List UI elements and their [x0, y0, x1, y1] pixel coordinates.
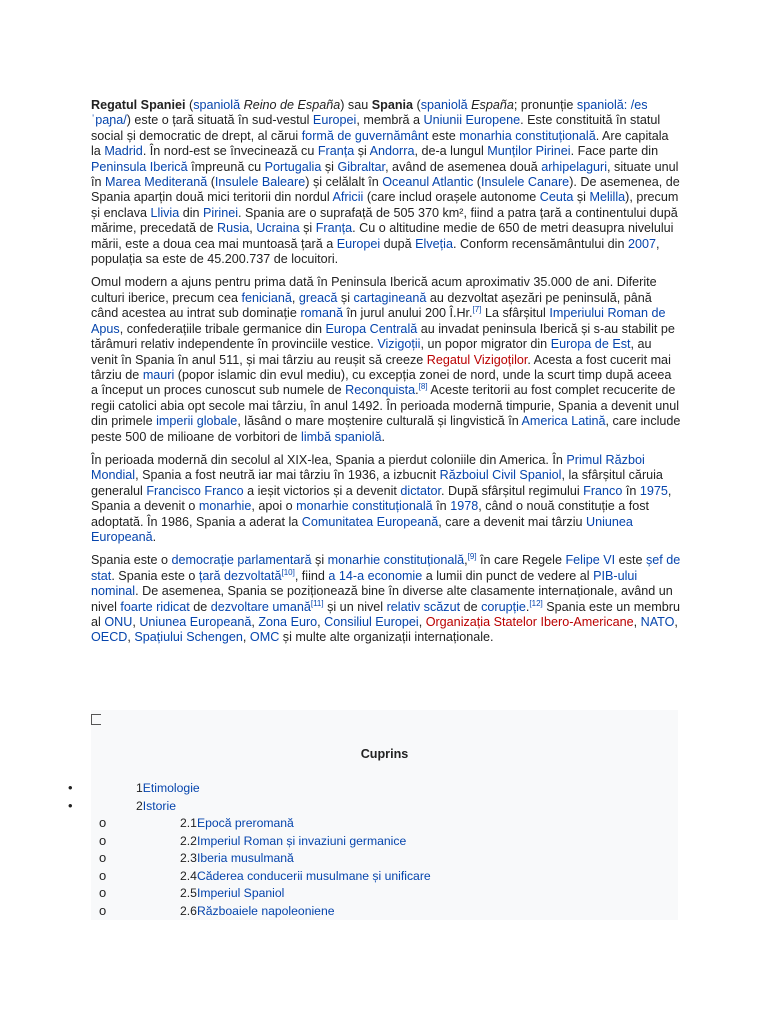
text-run: La sfârșitul	[481, 306, 550, 321]
text-run: ,	[464, 553, 468, 568]
text-run: , apoi o	[251, 499, 297, 514]
wiki-link[interactable]: Franco	[583, 483, 623, 498]
wiki-link[interactable]: spaniolă	[193, 98, 241, 112]
text-run: și	[311, 553, 328, 568]
text-run: . Are capitala la	[91, 128, 669, 159]
italic-term: España	[471, 98, 514, 112]
wiki-link[interactable]: Francisco Franco	[146, 483, 244, 498]
toc-link[interactable]: Epocă preromană	[196, 816, 294, 830]
wiki-link[interactable]: Ceuta	[539, 190, 574, 205]
text-run: în	[622, 483, 640, 498]
text-run: și multe alte organizații internaționale.	[279, 630, 494, 645]
wiki-link[interactable]: Reconquista	[345, 383, 416, 398]
wiki-link[interactable]: dezvoltare umană	[210, 599, 311, 614]
wiki-link[interactable]: Europa Centrală	[325, 321, 418, 336]
wiki-link[interactable]: Elveția	[415, 236, 453, 251]
wiki-link[interactable]: feniciană	[241, 290, 292, 305]
text-run: .	[525, 599, 530, 614]
wiki-link[interactable]: Rusia	[217, 221, 250, 236]
toc-bullet: o	[99, 850, 107, 865]
wiki-link[interactable]: Madrid	[104, 144, 143, 159]
wiki-link[interactable]: relativ scăzut	[386, 599, 461, 614]
citation-link[interactable]: [11]	[310, 598, 324, 608]
paragraph-politics	[91, 553, 681, 645]
wiki-link[interactable]: monarhie constituțională	[327, 553, 465, 568]
wiki-link[interactable]: șef de stat	[91, 553, 681, 583]
wiki-link[interactable]: romană	[300, 306, 344, 321]
citation	[529, 598, 542, 607]
text-run: , având de asemenea două	[385, 159, 542, 174]
wiki-link[interactable]: 2007	[627, 236, 656, 251]
text-run: , membră a	[356, 113, 424, 128]
text-run: și	[321, 159, 338, 174]
wiki-link[interactable]: Gibraltar	[337, 159, 386, 174]
text-run: ,	[251, 615, 259, 629]
text-run: În perioada modernă din secolul al XIX-lea, Spania a pierdut coloniile din America. În	[91, 452, 567, 467]
wiki-link[interactable]: Războiul Civil Spaniol	[439, 468, 562, 483]
text-run: , au venit în Spania în anul 511, și mai târziu au reușit să creeze	[91, 337, 652, 367]
wiki-link[interactable]: Comunitatea Europeană	[301, 514, 439, 529]
wiki-link[interactable]: mauri	[142, 367, 175, 382]
toc-bullet: o	[99, 832, 107, 848]
wiki-link[interactable]: America Latină	[521, 414, 606, 429]
citation-link[interactable]: [8]	[418, 382, 428, 392]
wiki-link[interactable]: monarhie	[198, 499, 252, 514]
toc-number: 2.3	[180, 851, 197, 865]
text-run: . Este constituită în statul social și democratic de drept, al cărui	[91, 113, 661, 143]
toc-bullet: •	[68, 780, 73, 795]
wiki-link[interactable]: corupție	[481, 599, 526, 614]
wiki-link[interactable]: spaniolă	[420, 98, 468, 112]
wiki-link[interactable]: a 14-a economie	[328, 568, 423, 583]
toc-link[interactable]: Imperiul Spaniol	[196, 886, 285, 900]
text-run: împreună cu	[187, 159, 265, 174]
citation	[311, 598, 324, 607]
text-run: este	[615, 553, 646, 568]
paragraph-history	[91, 275, 681, 444]
text-run: și	[573, 190, 590, 205]
wiki-link[interactable]: Africii	[332, 190, 364, 205]
text-run: , lăsând o mare moștenire culturală și lingvistică în	[237, 414, 522, 429]
bold-term: Spania	[371, 98, 414, 112]
wiki-link[interactable]: monarhia constituțională	[459, 128, 596, 143]
wiki-link[interactable]: Primul Război Mondial	[91, 452, 645, 483]
text-run: . De asemenea, Spania se poziționează bine în diverse alte clasamente internaționale, având un nivel	[91, 584, 673, 614]
text-run: (	[185, 98, 194, 112]
text-run: . Conform recensământului din	[452, 236, 628, 251]
text-run: din	[179, 205, 204, 220]
wiki-link[interactable]: arhipelaguri	[541, 159, 608, 174]
italic-term: Reino de España	[243, 98, 341, 112]
text-run: de	[189, 599, 211, 614]
text-run: (popor islamic din evul mediu), cu excepția zonei de nord, unde la scurt timp după aceea a început un proces cunoscut sub numele de	[91, 367, 672, 398]
wiki-link[interactable]: Llivia	[150, 205, 180, 220]
text-run: în	[432, 499, 451, 514]
wiki-link[interactable]: PIB-ului nominal	[91, 568, 638, 599]
text-run: în care Regele	[476, 553, 566, 568]
text-run: . Acesta a fost cucerit mai târziu de	[91, 352, 671, 382]
wiki-link[interactable]: țară dezvoltată	[198, 568, 282, 583]
toc-bullet: o	[99, 885, 107, 900]
text-run: . În nord-est se învecinează cu	[142, 144, 318, 159]
text-run: ,	[418, 615, 426, 629]
text-run: ) este o țară situată în sud-vestul	[126, 113, 313, 128]
article-body	[91, 98, 681, 654]
toc-number: 1	[136, 781, 143, 795]
toc-toggle-checkbox[interactable]	[91, 714, 101, 725]
wiki-link[interactable]: formă de guvernământ	[301, 128, 429, 143]
text-run: au dezvoltat așezări pe peninsulă, până când acestea au intrat sub dominație	[91, 290, 652, 321]
citation	[281, 568, 294, 577]
wiki-link[interactable]: Marea Mediterană	[105, 175, 208, 190]
wiki-link[interactable]: Insulele Baleare	[214, 175, 306, 190]
toc-number: 2	[136, 798, 143, 813]
citation	[468, 552, 477, 561]
wiki-link[interactable]: democrație parlamentară	[171, 553, 312, 568]
text-run: în jurul anului 200 Î.Hr.	[343, 306, 473, 321]
text-run: Spania este un membru al	[91, 599, 680, 629]
wiki-link[interactable]: 1978	[450, 499, 479, 514]
text-run: ,	[127, 630, 135, 645]
text-run: a ieșit victorios și a devenit	[243, 483, 401, 498]
text-run: Spania este o	[91, 553, 172, 568]
wiki-link[interactable]: OMC	[249, 630, 280, 645]
wiki-link[interactable]: Oceanul Atlantic	[382, 175, 474, 190]
text-run: . Face parte din	[570, 144, 659, 159]
text-run: ), precum și enclava	[91, 190, 679, 220]
wiki-link[interactable]: Uniunea Europeană	[91, 514, 633, 544]
toc-title: Cuprins	[360, 747, 409, 761]
toc-link[interactable]: Războaiele napoleoniene	[196, 903, 335, 918]
wiki-link[interactable]: Vizigoții	[377, 337, 421, 352]
wiki-link[interactable]: foarte ridicat	[120, 599, 190, 614]
wiki-link[interactable]: imperii globale	[156, 414, 238, 429]
text-run: , care include peste 500 de milioane de vorbitori de	[91, 414, 681, 444]
text-run: și	[299, 221, 316, 236]
text-run: de	[460, 599, 482, 614]
text-run: , de-a lungul	[414, 144, 488, 159]
wiki-link[interactable]: NATO	[640, 615, 675, 629]
wiki-link[interactable]: Imperiului Roman de Apus	[91, 306, 666, 336]
text-run: (	[207, 175, 215, 190]
text-run: ; pronunție	[513, 98, 577, 112]
text-run: (care includ orașele autonome	[363, 190, 540, 205]
text-run: .	[415, 383, 419, 398]
text-run: . Spania are o suprafață de 505 370 km², fiind a patra țară a continentului după mărime, precedată de	[91, 205, 678, 236]
text-run: (	[413, 98, 421, 112]
toc-item[interactable]	[180, 834, 406, 849]
text-run: , Spania a devenit o	[91, 483, 672, 514]
toc-item[interactable]	[180, 851, 294, 866]
wiki-link[interactable]: Munților Pirinei	[487, 144, 571, 159]
text-run: ) sau	[340, 98, 372, 112]
toc-number: 2.2	[180, 833, 197, 848]
text-run: , situate unul în	[91, 159, 679, 190]
text-run: ,	[674, 615, 678, 629]
wiki-link[interactable]: Uniunii Europene	[423, 113, 521, 128]
text-run: , populația sa este de 45.200.737 de locuitori.	[91, 236, 660, 267]
text-run: .	[381, 429, 386, 444]
bold-term: Regatul Spaniei	[91, 98, 186, 112]
toc-bullet: •	[68, 797, 73, 813]
paragraph-modern	[91, 453, 681, 545]
text-run: , Spania a fost neutră iar mai târziu în 1936, a izbucnit	[135, 468, 440, 483]
text-run: . După sfârșitul regimului	[441, 483, 584, 498]
paragraph-intro	[91, 98, 681, 267]
text-run: , confederațiile tribale germanice din	[119, 321, 326, 336]
toc-item[interactable]	[136, 799, 176, 814]
text-run: Aceste teritorii au fost complet recucerite de regii catolici abia opt secole mai târziu, în anul 1492. În perioada modernă timpurie, Spania a devenit unul din primele	[91, 383, 680, 429]
text-run: ,	[249, 221, 257, 236]
text-run: ) și celălalt în	[305, 175, 383, 190]
wiki-link[interactable]: Europei	[312, 113, 357, 128]
wiki-link[interactable]: greacă	[298, 290, 338, 305]
text-run: ). De asemenea, de Spania aparțin două mici teritorii din nordul	[91, 175, 680, 205]
wiki-link[interactable]: Melilla	[589, 190, 626, 205]
wiki-link[interactable]: 1975	[639, 483, 668, 498]
wiki-link[interactable]: Pirinei	[203, 205, 239, 220]
text-run: au invadat peninsula Iberică și s-au stabilit pe tărâmuri relativ independente în provinciile vestice.	[91, 321, 675, 352]
wiki-link[interactable]: Europa de Est	[550, 337, 631, 352]
text-run: , care a devenit mai târziu	[438, 514, 586, 529]
citation-link[interactable]: [12]	[529, 598, 543, 608]
citation-link[interactable]: [10]	[281, 567, 295, 577]
text-run: și	[337, 290, 354, 305]
wiki-link[interactable]: Zona Euro	[258, 615, 318, 629]
wiki-link[interactable]: Andorra	[369, 144, 415, 159]
wiki-link[interactable]: Insulele Canare	[480, 175, 570, 190]
toc-link[interactable]: Imperiul Roman și invaziuni germanice	[196, 833, 407, 848]
toc-item[interactable]	[136, 781, 200, 796]
text-run: ,	[317, 615, 325, 629]
toc-item[interactable]	[180, 904, 335, 919]
toc-link[interactable]: Iberia musulmană	[196, 851, 294, 865]
wiki-link[interactable]: dictator	[400, 483, 442, 498]
toc-number: 2.5	[180, 886, 197, 900]
red-link[interactable]: Regatul Vizigoților	[426, 352, 528, 367]
text-run: , fiind	[294, 568, 329, 583]
toc-bullet: o	[99, 815, 107, 830]
toc-bullet: o	[99, 867, 107, 883]
text-run: este	[428, 128, 460, 143]
wiki-link[interactable]: cartagineană	[353, 290, 427, 305]
citation	[419, 382, 428, 391]
wiki-link[interactable]: OECD	[91, 630, 128, 645]
wiki-link[interactable]: Franța	[315, 221, 353, 236]
wiki-link[interactable]: Uniunea Europeană	[139, 615, 252, 629]
wiki-link[interactable]: monarhie constituțională	[296, 499, 433, 514]
wiki-link[interactable]: limbă spaniolă	[301, 429, 382, 444]
text-run: , când o nouă constituție a fost adoptată. În 1986, Spania a aderat la	[91, 499, 650, 529]
toc-item[interactable]	[180, 886, 284, 901]
text-run: Omul modern a ajuns pentru prima dată în Peninsula Iberică acum aproximativ 35.000 de ani. Diferite culturi iberice, precum cea	[91, 275, 657, 305]
text-run: .	[152, 529, 157, 544]
toc-link[interactable]: Căderea conducerii musulmane și unificare	[196, 868, 431, 883]
text-run: , un popor migrator din	[420, 337, 551, 352]
text-run: și	[354, 144, 370, 159]
wiki-link[interactable]: Europei	[336, 236, 381, 251]
text-run: și un nivel	[323, 599, 387, 614]
text-run: după	[380, 236, 416, 251]
wiki-link[interactable]: Franța	[317, 144, 355, 159]
text-run: a lumii din punct de vedere al	[422, 568, 594, 583]
toc-number: 2.4	[180, 868, 197, 883]
text-run: . Cu o altitudine medie de 650 de metri deasupra nivelului mării, este a doua cea mai muntoasă țară a	[91, 221, 674, 251]
text-run: ,	[132, 615, 140, 629]
citation-link[interactable]: [9]	[467, 552, 477, 562]
text-run: , la sfârșitul căruia generalul	[91, 468, 663, 498]
wiki-link[interactable]: spaniolă: /es ˈpaɲa/	[91, 98, 648, 128]
wiki-link[interactable]: Spațiului Schengen	[134, 630, 243, 645]
toc-item[interactable]	[180, 816, 294, 831]
toc-link[interactable]: Etimologie	[142, 781, 200, 795]
red-link[interactable]: Organizația Statelor Ibero-Americane	[425, 615, 634, 629]
text-run: ,	[242, 630, 250, 645]
text-run: . Spania este o	[111, 568, 199, 583]
toc-number: 2.6	[180, 903, 197, 918]
wiki-link[interactable]: ONU	[104, 615, 133, 629]
toc-item[interactable]	[180, 869, 431, 884]
text-run: ,	[291, 290, 299, 305]
text-run: (	[473, 175, 481, 190]
wiki-link[interactable]: Peninsula Iberică	[91, 159, 188, 174]
citation-link[interactable]: [7]	[472, 305, 482, 315]
toc-bullet: o	[99, 902, 107, 918]
wiki-link[interactable]: Portugalia	[264, 159, 322, 174]
wiki-link[interactable]: Felipe VI	[565, 553, 616, 568]
wiki-link[interactable]: Ucraina	[256, 221, 300, 236]
toc-link[interactable]: Istorie	[142, 798, 176, 813]
wiki-link[interactable]: Consiliul Europei	[324, 615, 419, 629]
toc-number: 2.1	[180, 816, 197, 830]
text-run: ,	[633, 615, 641, 629]
